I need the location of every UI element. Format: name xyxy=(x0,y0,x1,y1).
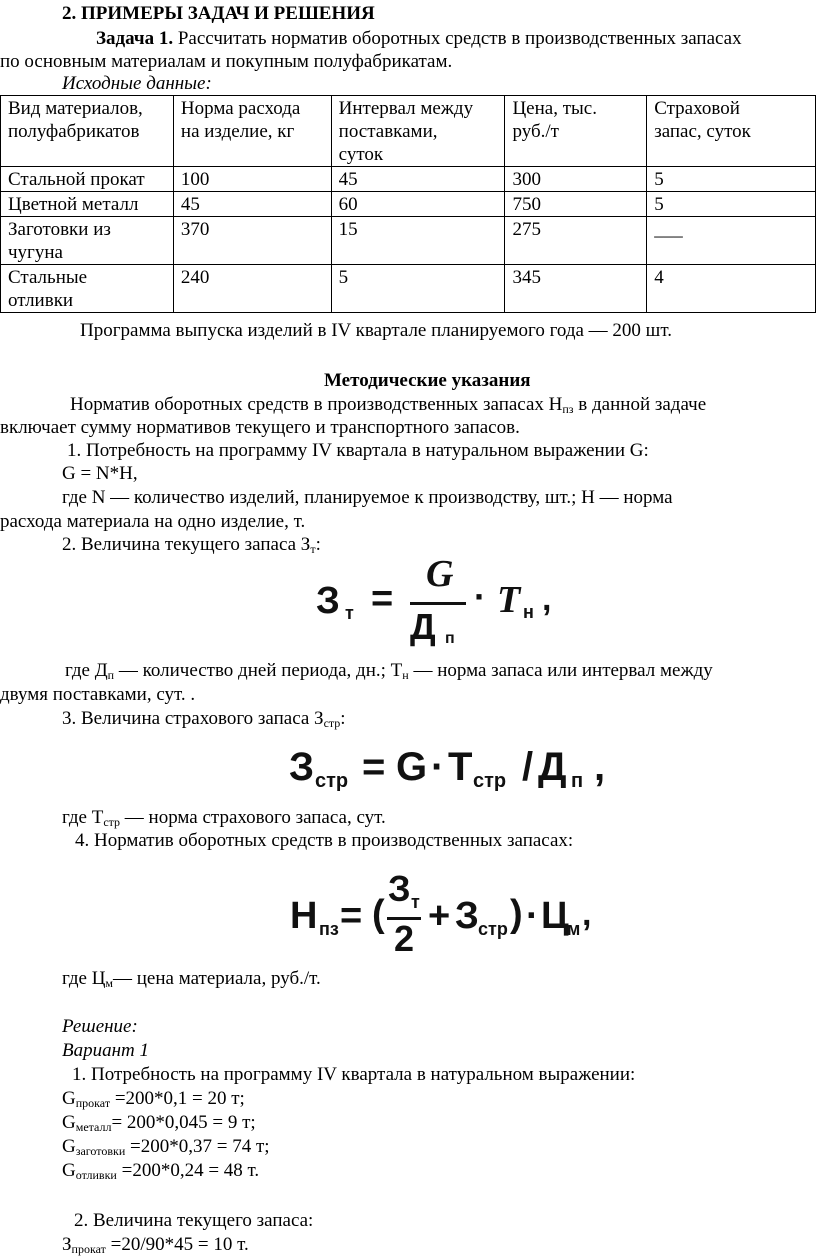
s2w-b: — количество дней периода, дн.; Т xyxy=(114,660,403,681)
f3-num: З xyxy=(388,868,411,909)
f1-den-sub: п xyxy=(445,630,455,647)
g-rest: =200*0,37 = 74 т; xyxy=(125,1136,270,1157)
table-cell xyxy=(173,192,331,217)
g-line xyxy=(62,1088,245,1110)
cell-text: 345 xyxy=(512,267,541,288)
f2-eq: = xyxy=(362,745,386,789)
s4w-sub: м xyxy=(105,976,114,990)
cell-text: 370 xyxy=(180,219,210,240)
table-header-row xyxy=(1,96,816,167)
table-row xyxy=(1,217,816,265)
table-cell xyxy=(331,192,505,217)
step2-title xyxy=(62,534,321,556)
f1-dot: · xyxy=(474,576,486,617)
f3-z-sub: стр xyxy=(478,919,508,939)
f2-t: Т xyxy=(448,745,473,789)
table-cell xyxy=(505,217,647,265)
s2w-sub2: н xyxy=(402,668,409,682)
step2-where-line2: двумя поставками, сут. . xyxy=(0,684,196,705)
cell-text: Цветной металл xyxy=(8,194,139,215)
f1-num: G xyxy=(426,553,454,595)
s3w-b: — норма страхового запаса, сут. xyxy=(120,807,386,828)
f1-comma: , xyxy=(542,580,552,618)
cell-text: Стальной прокат xyxy=(8,169,145,190)
table-cell xyxy=(1,192,174,217)
solution-step2: 2. Величина текущего запаса: xyxy=(74,1210,314,1231)
cell-text: 45 xyxy=(180,194,200,215)
f1-t: T xyxy=(497,579,521,621)
step1-title: 1. Потребность на программу IV квартала в натуральном выражении G: xyxy=(67,440,649,461)
step1-where-line1: где N — количество изделий, планируемое к производству, шт.; Н — норма xyxy=(62,487,673,508)
table-cell xyxy=(505,265,647,313)
table-cell xyxy=(1,167,174,192)
cell-text: Стальные xyxy=(8,267,88,288)
g-sub: заготовки xyxy=(75,1144,126,1158)
table-header-cell xyxy=(331,96,505,167)
cell-text: 45 xyxy=(338,169,358,190)
f2-lhs: З xyxy=(289,745,315,789)
table-row xyxy=(1,192,816,217)
g-sub: прокат xyxy=(75,1096,111,1110)
g-rest: = 200*0,045 = 9 т; xyxy=(111,1112,256,1133)
f3-c-sub: м xyxy=(567,919,581,939)
table-cell xyxy=(173,265,331,313)
task-line-1 xyxy=(96,28,742,50)
cell-text: суток xyxy=(338,144,384,165)
f3-rp: ) xyxy=(510,893,523,935)
f1-den: Д xyxy=(410,606,436,647)
f2-t-sub: стр xyxy=(473,770,507,792)
step3-text: 3. Величина страхового запаса З xyxy=(62,708,324,729)
g-sub: отливки xyxy=(75,1168,117,1182)
cell-text: Заготовки из xyxy=(8,219,111,240)
f2-d-sub: п xyxy=(571,770,584,792)
cell-text: 100 xyxy=(180,169,210,190)
table-cell xyxy=(331,265,505,313)
f3-lhs-sub: пз xyxy=(319,919,339,939)
z-sym: З xyxy=(62,1234,72,1255)
f3-den: 2 xyxy=(394,918,415,959)
table-header-cell xyxy=(1,96,174,167)
g-rest: =200*0,24 = 48 т. xyxy=(116,1160,260,1181)
f3-c: Ц xyxy=(541,895,569,937)
cell-text: 5 xyxy=(654,194,664,215)
f1-lhs: З xyxy=(316,580,340,622)
cell-text: 15 xyxy=(338,219,358,240)
g-rest: =200*0,1 = 20 т; xyxy=(110,1088,245,1109)
step1-where-line2: расхода материала на одно изделие, т. xyxy=(0,511,306,532)
cell-text: 300 xyxy=(512,169,541,190)
table-cell xyxy=(1,217,174,265)
z-sub: прокат xyxy=(71,1242,106,1256)
g-line xyxy=(62,1136,270,1158)
f3-comma: , xyxy=(582,895,592,933)
table-cell xyxy=(173,167,331,192)
f2-g: G xyxy=(396,745,428,789)
f1-lhs-sub: т xyxy=(345,603,354,623)
f2-comma: , xyxy=(594,745,606,789)
f1-eq: = xyxy=(371,578,394,620)
table-cell xyxy=(173,217,331,265)
table-header-cell xyxy=(505,96,647,167)
f3-lp: ( xyxy=(372,893,385,935)
table-cell xyxy=(505,167,647,192)
cell-text: руб./т xyxy=(512,121,559,142)
f1-t-sub: н xyxy=(523,602,534,622)
step4-where xyxy=(62,968,321,990)
z-rest: =20/90*45 = 10 т. xyxy=(105,1234,249,1255)
step3-where xyxy=(62,807,386,829)
cell-text: поставками, xyxy=(338,121,438,142)
g-line xyxy=(62,1160,259,1182)
step4-title: 4. Норматив оборотных средств в производственных запасах: xyxy=(75,830,574,851)
method-title: Методические указания xyxy=(324,370,531,391)
cell-text: на изделие, кг xyxy=(180,121,295,142)
task-line-2: по основным материалам и покупным полуфабрикатам. xyxy=(0,51,453,72)
f3-z: З xyxy=(455,895,479,937)
f3-num-sub: т xyxy=(411,892,420,912)
step2-colon: : xyxy=(315,534,321,555)
table-header-cell xyxy=(173,96,331,167)
solution-step1: 1. Потребность на программу IV квартала в натуральном выражении: xyxy=(72,1064,636,1085)
table-cell xyxy=(647,192,816,217)
s4w-a: где Ц xyxy=(62,968,106,989)
g-sym: G xyxy=(62,1088,76,1109)
source-data-table xyxy=(0,95,816,313)
table-cell xyxy=(647,167,816,192)
cell-text: 750 xyxy=(512,194,541,215)
s2w-c: — норма запаса или интервал между xyxy=(408,660,713,681)
step1-formula: G = N*Н, xyxy=(62,463,138,484)
cell-text: полуфабрикатов xyxy=(8,121,140,142)
table-row xyxy=(1,265,816,313)
table-cell xyxy=(1,265,174,313)
cell-text: Норма расхода xyxy=(180,98,301,119)
step3-sub: стр xyxy=(323,716,341,730)
s2w-a: где Д xyxy=(65,660,108,681)
table-row xyxy=(1,167,816,192)
g-sym: G xyxy=(62,1160,76,1181)
s3w-sub: стр xyxy=(103,815,121,829)
step3-title xyxy=(62,708,346,730)
cell-text: 5 xyxy=(654,169,664,190)
program-output: Программа выпуска изделий в IV квартале планируемого года — 200 шт. xyxy=(80,320,672,341)
table-cell xyxy=(331,217,505,265)
f3-eq: = xyxy=(340,895,363,937)
method-p1a-sub: пз xyxy=(562,402,574,416)
method-p1-line1 xyxy=(70,394,706,416)
f2-lhs-sub: стр xyxy=(315,770,349,792)
method-p1b: в данной задаче xyxy=(573,394,707,415)
cell-text: Вид материалов, xyxy=(8,98,143,119)
cell-text: 4 xyxy=(654,267,664,288)
solution-variant: Вариант 1 xyxy=(62,1040,150,1061)
source-data-label: Исходные данные: xyxy=(62,73,212,94)
f3-dot: · xyxy=(526,895,539,937)
table-cell xyxy=(505,192,647,217)
f2-slash: / xyxy=(522,745,534,789)
g-sym: G xyxy=(62,1136,76,1157)
f1-fraction-bar xyxy=(410,602,466,605)
f2-dot: · xyxy=(431,745,445,789)
table-cell xyxy=(331,167,505,192)
f2-d: Д xyxy=(538,745,567,789)
cell-text: 60 xyxy=(338,194,358,215)
g-sym: G xyxy=(62,1112,76,1133)
cell-text: отливки xyxy=(8,290,74,311)
f3-plus: + xyxy=(428,895,451,937)
g-line xyxy=(62,1112,256,1134)
cell-text: запас, суток xyxy=(654,121,751,142)
task-text: Рассчитать норматив оборотных средств в производственных запасах xyxy=(173,28,742,49)
step2-sub: т xyxy=(310,542,316,556)
table-cell xyxy=(647,265,816,313)
cell-text: ___ xyxy=(654,219,683,240)
method-p1-line2: включает сумму нормативов текущего и транспортного запасов. xyxy=(0,417,520,438)
method-p1a: Норматив оборотных средств в производственных запасах Н xyxy=(70,394,563,415)
cell-text: 5 xyxy=(338,267,349,288)
s4w-b: — цена материала, руб./т. xyxy=(113,968,321,989)
step3-colon: : xyxy=(340,708,346,729)
g-sub: металл xyxy=(75,1120,112,1134)
cell-text: 240 xyxy=(180,267,210,288)
s2w-sub1: п xyxy=(107,668,115,682)
f3-lhs: Н xyxy=(290,895,318,937)
cell-text: Цена, тыс. xyxy=(512,98,597,119)
cell-text: Страховой xyxy=(654,98,740,119)
cell-text: чугуна xyxy=(8,242,63,263)
s3w-a: где Т xyxy=(62,807,104,828)
step2-text: 2. Величина текущего запаса З xyxy=(62,534,311,555)
solution-label: Решение: xyxy=(62,1016,138,1037)
task-label: Задача 1. xyxy=(96,28,174,49)
solution-z-line xyxy=(62,1234,249,1256)
cell-text: Интервал между xyxy=(338,98,474,119)
section-heading: 2. ПРИМЕРЫ ЗАДАЧ И РЕШЕНИЯ xyxy=(62,3,375,24)
step2-where-line1 xyxy=(65,660,713,682)
table-cell xyxy=(647,217,816,265)
table-header-cell xyxy=(647,96,816,167)
cell-text: 275 xyxy=(512,219,541,240)
